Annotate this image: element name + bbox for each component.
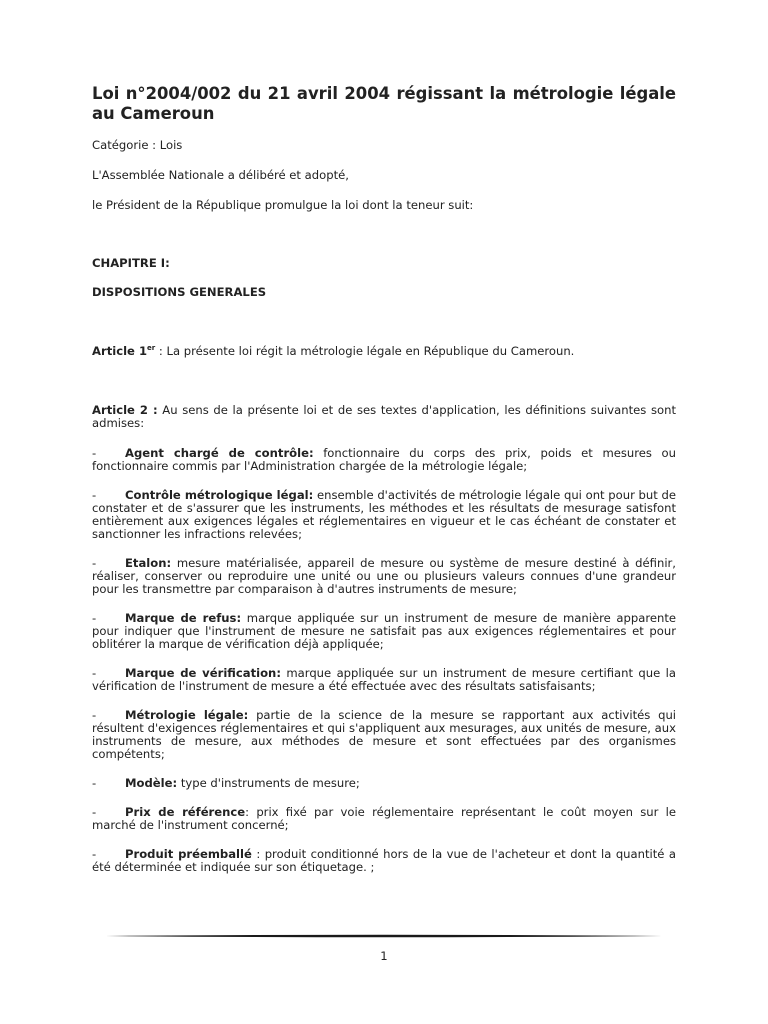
- list-dash: -: [92, 611, 97, 625]
- article-1: [92, 345, 676, 358]
- list-dash: -: [92, 708, 97, 722]
- definition-item: [92, 848, 676, 874]
- footer-rule: [106, 934, 662, 938]
- definition-text: mesure matérialisée, appareil de mesure ou système de mesure destiné à définir, réaliser, conserver ou reproduire une unité ou une ou plusieurs valeurs connues d'une grandeur pour les transmettre par comparaison à d'autres instruments de mesure;: [92, 556, 676, 596]
- list-dash: -: [92, 805, 97, 819]
- definition-text: marque appliquée sur un instrument de mesure de manière apparente pour indiquer que l'instrument de mesure ne satisfait pas aux exigences réglementaires et pour oblitérer la marque de vérification déjà appliquée;: [92, 611, 676, 651]
- list-dash: -: [92, 776, 97, 790]
- definition-item: [92, 447, 676, 473]
- definition-text: fonctionnaire du corps des prix, poids et mesures ou fonctionnaire commis par l'Administration chargée de la métrologie légale;: [92, 446, 676, 473]
- assembly-line: L'Assemblée Nationale a délibéré et adopté,: [92, 168, 349, 182]
- definition-item: [92, 709, 676, 761]
- article-1-sep: :: [155, 344, 167, 358]
- definition-item: [92, 777, 676, 790]
- definition-term: Métrologie légale:: [125, 708, 249, 722]
- definition-item: [92, 806, 676, 832]
- definition-text: : prix fixé par voie réglementaire représentant le coût moyen sur le marché de l'instrument concerné;: [92, 805, 676, 832]
- list-dash: -: [92, 488, 97, 502]
- definition-term: Marque de refus:: [125, 611, 242, 625]
- definition-term: Marque de vérification:: [125, 666, 281, 680]
- definition-text: ensemble d'activités de métrologie légale qui ont pour but de constater et de s'assurer que les instruments, les méthodes et les résultats de mesurage satisfont entièrement aux exigences légales et réglementaires en vigueur et le cas échéant de constater et sanctionner les infractions relevées;: [92, 488, 677, 541]
- definition-item: [92, 667, 676, 693]
- definition-item: [92, 489, 676, 541]
- definitions-list: [92, 447, 676, 874]
- list-dash: -: [92, 446, 97, 460]
- chapter-title: DISPOSITIONS GENERALES: [92, 285, 267, 299]
- article-1-label-text: Article 1: [92, 344, 148, 358]
- definition-text: : produit conditionné hors de la vue de l'acheteur et dont la quantité a été déterminée et indiquée sur son étiquetage. ;: [92, 847, 677, 874]
- definition-item: [92, 557, 676, 596]
- page-number: 1: [380, 949, 388, 963]
- definition-text: marque appliquée sur un instrument de mesure certifiant que la vérification de l'instrument de mesure a été effectuée avec des résultats satisfaisants;: [92, 666, 676, 693]
- article-2-text: Au sens de la présente loi et de ses textes d'application, les définitions suivantes sont admises:: [92, 403, 676, 430]
- definition-term: Prix de référence: [125, 805, 246, 819]
- definition-text: partie de la science de la mesure se rapportant aux activités qui résultent d'exigences réglementaires et qui s'appliquent aux mesurages, aux unités de mesure, aux instruments de mesure, aux méthodes de mesure et sont effectuées par des organismes compétents;: [92, 708, 677, 761]
- article-1-sup: er: [147, 344, 156, 353]
- article-1-text: La présente loi régit la métrologie légale en République du Cameroun.: [166, 344, 575, 358]
- document-title: Loi n°2004/002 du 21 avril 2004 régissant la métrologie légale au Cameroun: [92, 84, 676, 123]
- definition-item: [92, 612, 676, 651]
- list-dash: -: [92, 556, 97, 570]
- list-dash: -: [92, 847, 97, 861]
- article-1-label: [92, 344, 155, 358]
- category-line: Catégorie : Lois: [92, 138, 183, 152]
- chapter-heading: CHAPITRE I:: [92, 256, 170, 270]
- president-line: le Président de la République promulgue la loi dont la teneur suit:: [92, 198, 474, 212]
- article-2-label: Article 2 :: [92, 403, 158, 417]
- definition-text: type d'instruments de mesure;: [177, 776, 360, 790]
- definition-term: Modèle:: [125, 776, 178, 790]
- definition-term: Etalon:: [125, 556, 172, 570]
- article-2: [92, 404, 676, 430]
- definition-term: Agent chargé de contrôle:: [125, 446, 314, 460]
- definition-term: Produit préemballé: [125, 847, 252, 861]
- definition-term: Contrôle métrologique légal:: [125, 488, 314, 502]
- list-dash: -: [92, 666, 97, 680]
- document-page: [92, 84, 676, 890]
